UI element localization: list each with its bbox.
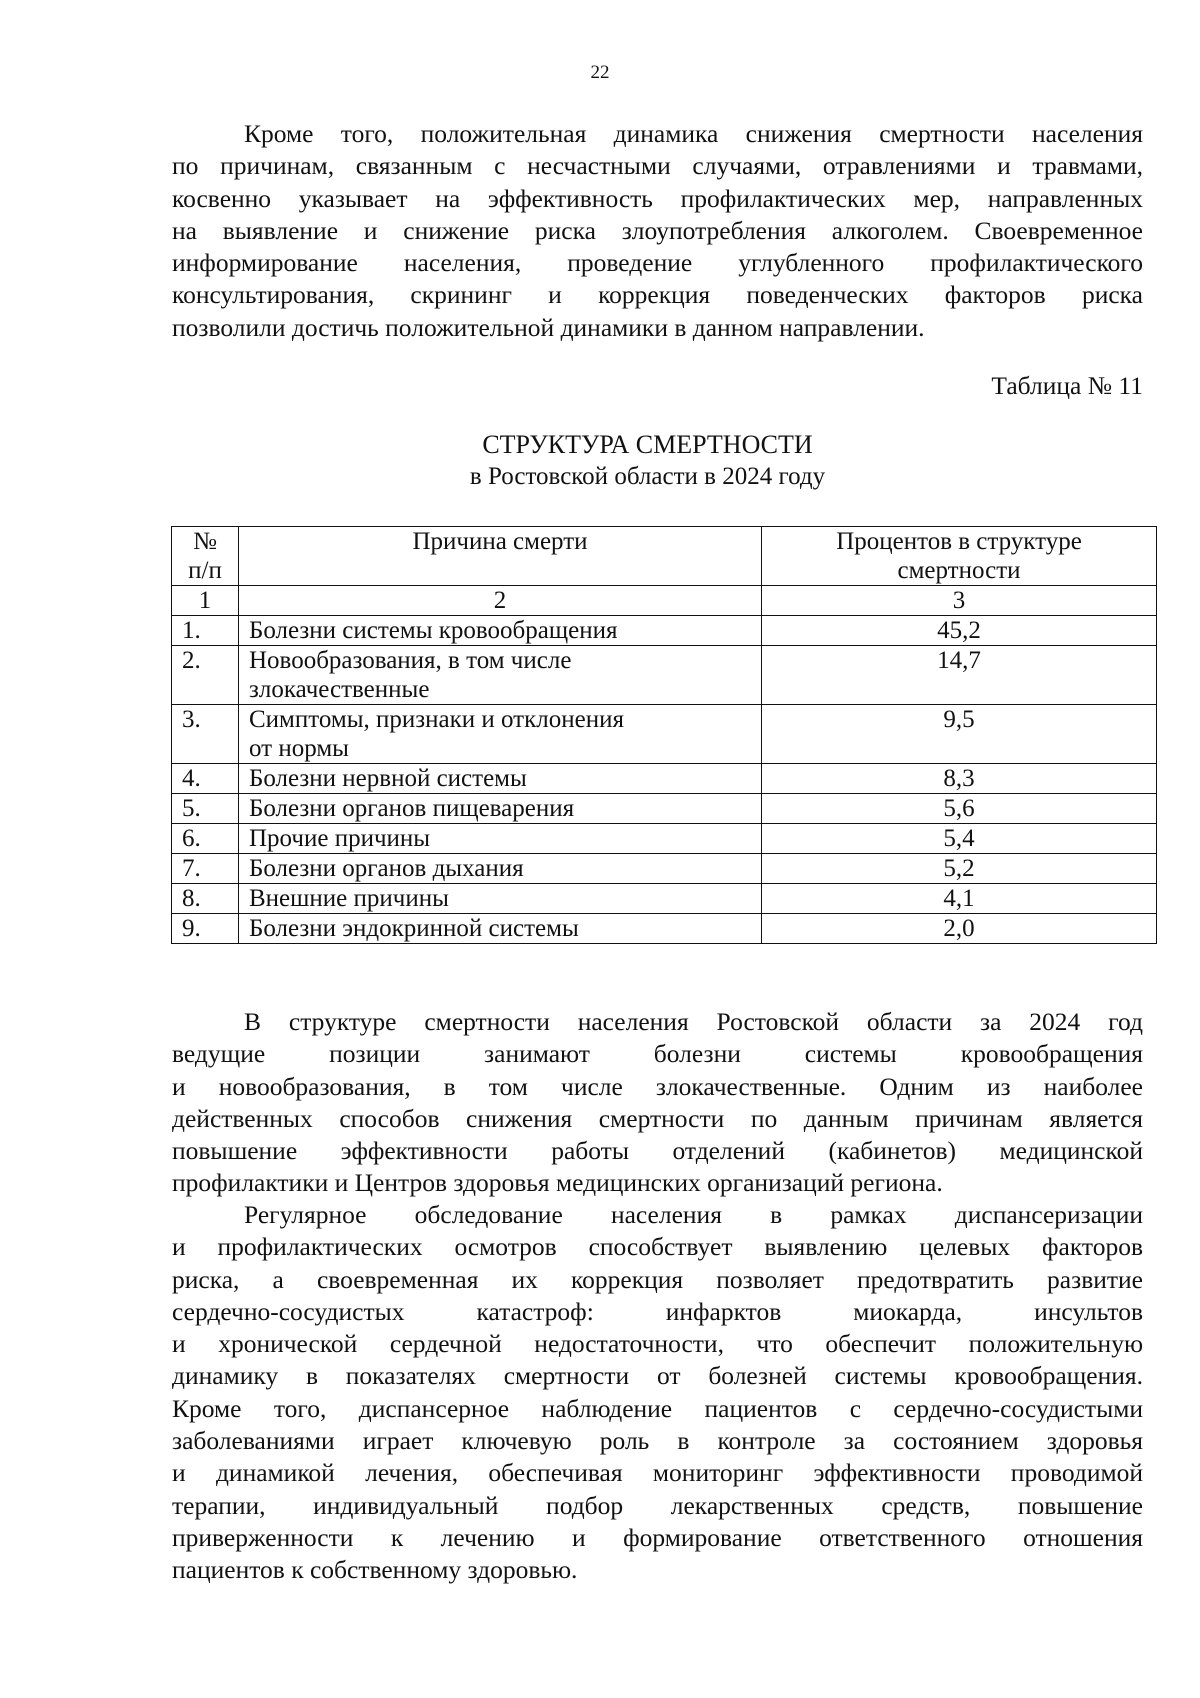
row-number: 8. bbox=[172, 884, 239, 914]
row-number: 3. bbox=[172, 705, 239, 764]
row-cause-line: Симптомы, признаки и отклонения bbox=[249, 706, 624, 733]
paragraph-line: ведущие позиции занимают болезни системы кровообращения bbox=[172, 1039, 1143, 1069]
row-number: 4. bbox=[172, 764, 239, 794]
table-row bbox=[172, 884, 1157, 914]
intro-paragraph bbox=[172, 118, 1143, 344]
row-cause bbox=[239, 705, 762, 764]
table-row bbox=[172, 764, 1157, 794]
row-number: 7. bbox=[172, 854, 239, 884]
paragraph-line: риска, а своевременная их коррекция позволяет предотвратить развитие bbox=[172, 1264, 1143, 1294]
table-row bbox=[172, 705, 1157, 764]
row-cause-line: Болезни органов пищеварения bbox=[249, 795, 575, 822]
row-cause-line: от нормы bbox=[249, 735, 349, 762]
paragraph-line: повышение эффективности работы отделений (кабинетов) медицинской bbox=[172, 1136, 1143, 1166]
row-cause-line: Болезни нервной системы bbox=[249, 765, 527, 792]
row-cause bbox=[239, 764, 762, 794]
table-row bbox=[172, 824, 1157, 854]
column-number: 1 bbox=[172, 586, 239, 616]
table-header-row bbox=[172, 527, 1157, 586]
paragraph-line: профилактики и Центров здоровья медицинских организаций региона. bbox=[172, 1168, 943, 1198]
row-number: 6. bbox=[172, 824, 239, 854]
paragraph-line: пациентов к собственному здоровью. bbox=[172, 1555, 578, 1585]
row-number: 9. bbox=[172, 914, 239, 944]
row-cause-line: Болезни системы кровообращения bbox=[249, 617, 618, 644]
table-label: Таблица № 11 bbox=[991, 371, 1143, 400]
header-number bbox=[172, 527, 239, 586]
row-percent: 2,0 bbox=[762, 914, 1157, 944]
paragraph-3 bbox=[172, 1199, 1143, 1587]
paragraph-line: заболеваниями играет ключевую роль в контроле за состоянием здоровья bbox=[172, 1426, 1143, 1456]
row-number: 2. bbox=[172, 646, 239, 705]
header-percent-line1: Процентов в структуре bbox=[836, 528, 1082, 555]
row-cause-line: Прочие причины bbox=[249, 825, 431, 852]
paragraph-line: по причинам, связанным с несчастными случаями, отравлениями и травмами, bbox=[172, 151, 1143, 181]
paragraph-line: информирование населения, проведение углубленного профилактического bbox=[172, 248, 1143, 278]
row-cause bbox=[239, 854, 762, 884]
page-number: 22 bbox=[590, 62, 610, 83]
header-percent bbox=[762, 527, 1157, 586]
paragraph-2 bbox=[172, 1006, 1143, 1200]
header-cause: Причина смерти bbox=[239, 527, 762, 586]
row-percent: 5,6 bbox=[762, 794, 1157, 824]
paragraph-line: В структуре смертности населения Ростовской области за 2024 год bbox=[244, 1007, 1143, 1036]
table-row bbox=[172, 616, 1157, 646]
paragraph-line: Кроме того, положительная динамика снижения смертности населения bbox=[244, 119, 1143, 148]
mortality-structure-table bbox=[171, 526, 1157, 944]
paragraph-line: Регулярное обследование населения в рамках диспансеризации bbox=[244, 1200, 1143, 1229]
column-number: 3 bbox=[762, 586, 1157, 616]
row-cause bbox=[239, 824, 762, 854]
header-percent-line2: смертности bbox=[897, 557, 1021, 584]
row-cause bbox=[239, 646, 762, 705]
paragraph-line: на выявление и снижение риска злоупотребления алкоголем. Своевременное bbox=[172, 215, 1143, 245]
row-percent: 4,1 bbox=[762, 884, 1157, 914]
paragraph-line: и профилактических осмотров способствует выявлению целевых факторов bbox=[172, 1232, 1143, 1262]
row-number: 1. bbox=[172, 616, 239, 646]
table-row bbox=[172, 914, 1157, 944]
row-cause-line: Болезни эндокринной системы bbox=[249, 915, 579, 942]
row-percent: 5,4 bbox=[762, 824, 1157, 854]
row-cause-line: Болезни органов дыхания bbox=[249, 855, 524, 882]
column-numbers-row bbox=[172, 586, 1157, 616]
paragraph-line: и хронической сердечной недостаточности, что обеспечит положительную bbox=[172, 1329, 1143, 1359]
header-number-line1: № bbox=[193, 528, 217, 555]
row-percent: 9,5 bbox=[762, 705, 1157, 764]
row-percent: 14,7 bbox=[762, 646, 1157, 705]
paragraph-line: действенных способов снижения смертности по данным причинам является bbox=[172, 1103, 1143, 1133]
table-row bbox=[172, 854, 1157, 884]
paragraph-line: приверженности к лечению и формирование ответственного отношения bbox=[172, 1522, 1143, 1552]
header-number-line2: п/п bbox=[188, 557, 222, 584]
table-title: СТРУКТУРА СМЕРТНОСТИ bbox=[482, 430, 813, 459]
column-number: 2 bbox=[239, 586, 762, 616]
paragraph-line: Кроме того, диспансерное наблюдение пациентов с сердечно-сосудистыми bbox=[172, 1393, 1143, 1423]
paragraph-line: динамику в показателях смертности от болезней системы кровообращения. bbox=[172, 1361, 1143, 1391]
paragraph-line: терапии, индивидуальный подбор лекарственных средств, повышение bbox=[172, 1490, 1143, 1520]
row-cause bbox=[239, 616, 762, 646]
row-number: 5. bbox=[172, 794, 239, 824]
table-row bbox=[172, 794, 1157, 824]
row-percent: 45,2 bbox=[762, 616, 1157, 646]
paragraph-line: консультирования, скрининг и коррекция поведенческих факторов риска bbox=[172, 280, 1143, 310]
paragraph-line: позволили достичь положительной динамики в данном направлении. bbox=[172, 312, 925, 342]
row-cause-line: Внешние причины bbox=[249, 885, 449, 912]
row-cause-line: Новообразования, в том числе bbox=[249, 647, 572, 674]
row-percent: 5,2 bbox=[762, 854, 1157, 884]
table-subtitle: в Ростовской области в 2024 году bbox=[469, 463, 826, 490]
row-cause-line: злокачественные bbox=[249, 676, 430, 703]
paragraph-line: косвенно указывает на эффективность профилактических мер, направленных bbox=[172, 183, 1143, 213]
row-percent: 8,3 bbox=[762, 764, 1157, 794]
row-cause bbox=[239, 884, 762, 914]
paragraph-line: и динамикой лечения, обеспечивая мониторинг эффективности проводимой bbox=[172, 1458, 1143, 1488]
row-cause bbox=[239, 914, 762, 944]
row-cause bbox=[239, 794, 762, 824]
table-row bbox=[172, 646, 1157, 705]
paragraph-line: и новообразования, в том числе злокачественные. Одним из наиболее bbox=[172, 1071, 1143, 1101]
paragraph-line: сердечно-сосудистых катастроф: инфарктов миокарда, инсультов bbox=[172, 1296, 1143, 1326]
